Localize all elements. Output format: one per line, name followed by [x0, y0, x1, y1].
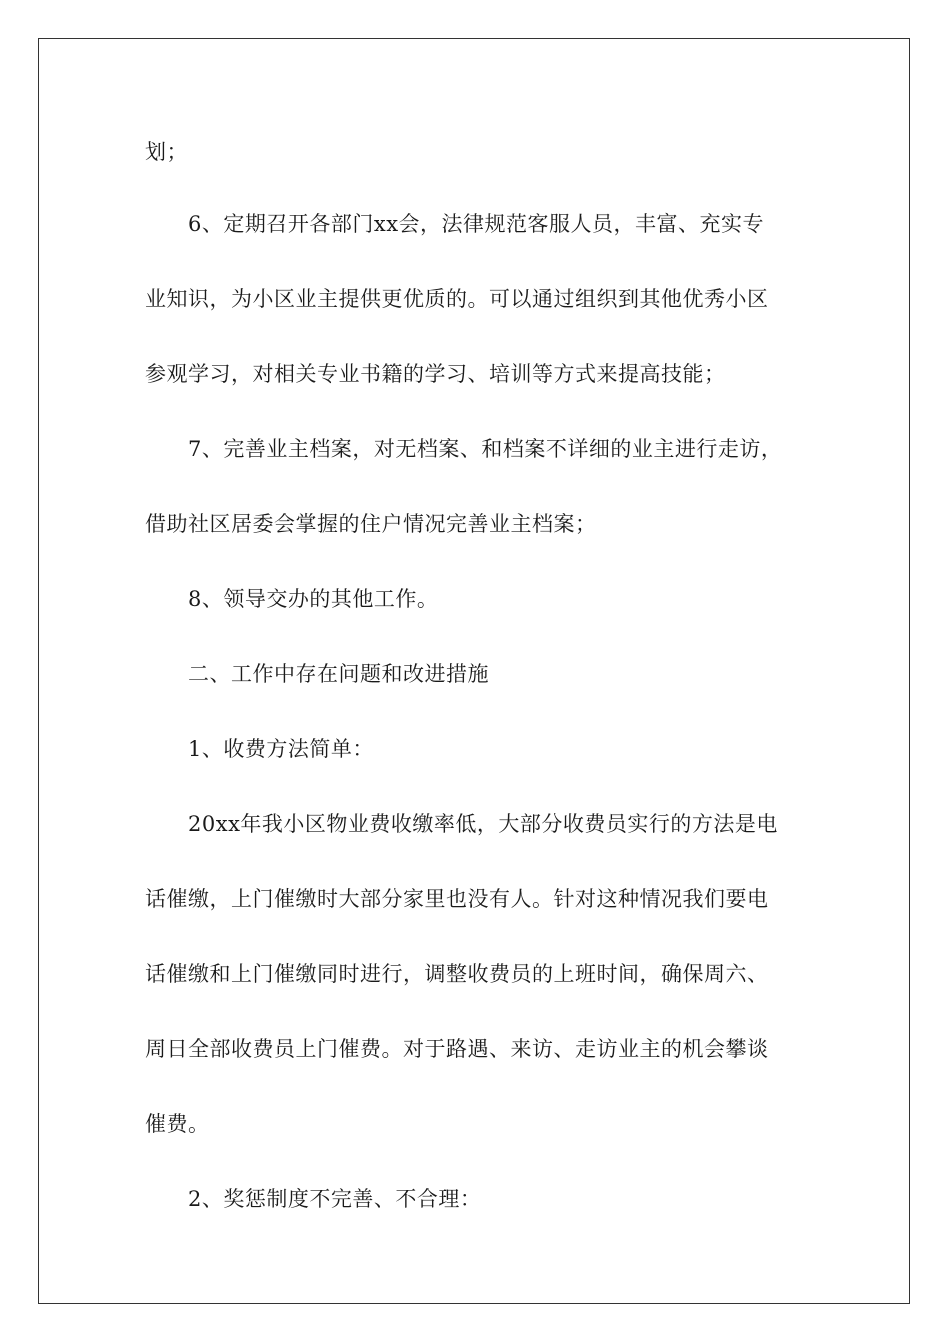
- text-line-3: 业知识，为小区业主提供更优质的。可以通过组织到其他优秀小区: [145, 287, 769, 311]
- text-line-1: 划；: [145, 140, 188, 164]
- text-line-5: 7、完善业主档案，对无档案、和档案不详细的业主进行走访，: [188, 437, 783, 461]
- text-line-10: 20xx年我小区物业费收缴率低，大部分收费员实行的方法是电: [188, 812, 778, 836]
- text-line-2: 6、定期召开各部门xx会，法律规范客服人员，丰富、充实专: [188, 212, 765, 236]
- text-line-4: 参观学习，对相关专业书籍的学习、培训等方式来提高技能；: [145, 362, 726, 386]
- text-line-13: 周日全部收费员上门催费。对于路遇、来访、走访业主的机会攀谈: [145, 1037, 769, 1061]
- section-heading: 二、工作中存在问题和改进措施: [188, 662, 489, 686]
- text-line-7: 8、领导交办的其他工作。: [188, 587, 439, 611]
- text-line-9: 1、收费方法简单：: [188, 737, 374, 761]
- text-line-6: 借助社区居委会掌握的住户情况完善业主档案；: [145, 512, 597, 536]
- text-line-14: 催费。: [145, 1112, 210, 1136]
- text-line-12: 话催缴和上门催缴同时进行，调整收费员的上班时间，确保周六、: [145, 962, 769, 986]
- text-line-15: 2、奖惩制度不完善、不合理：: [188, 1187, 482, 1211]
- text-line-11: 话催缴，上门催缴时大部分家里也没有人。针对这种情况我们要电: [145, 887, 769, 911]
